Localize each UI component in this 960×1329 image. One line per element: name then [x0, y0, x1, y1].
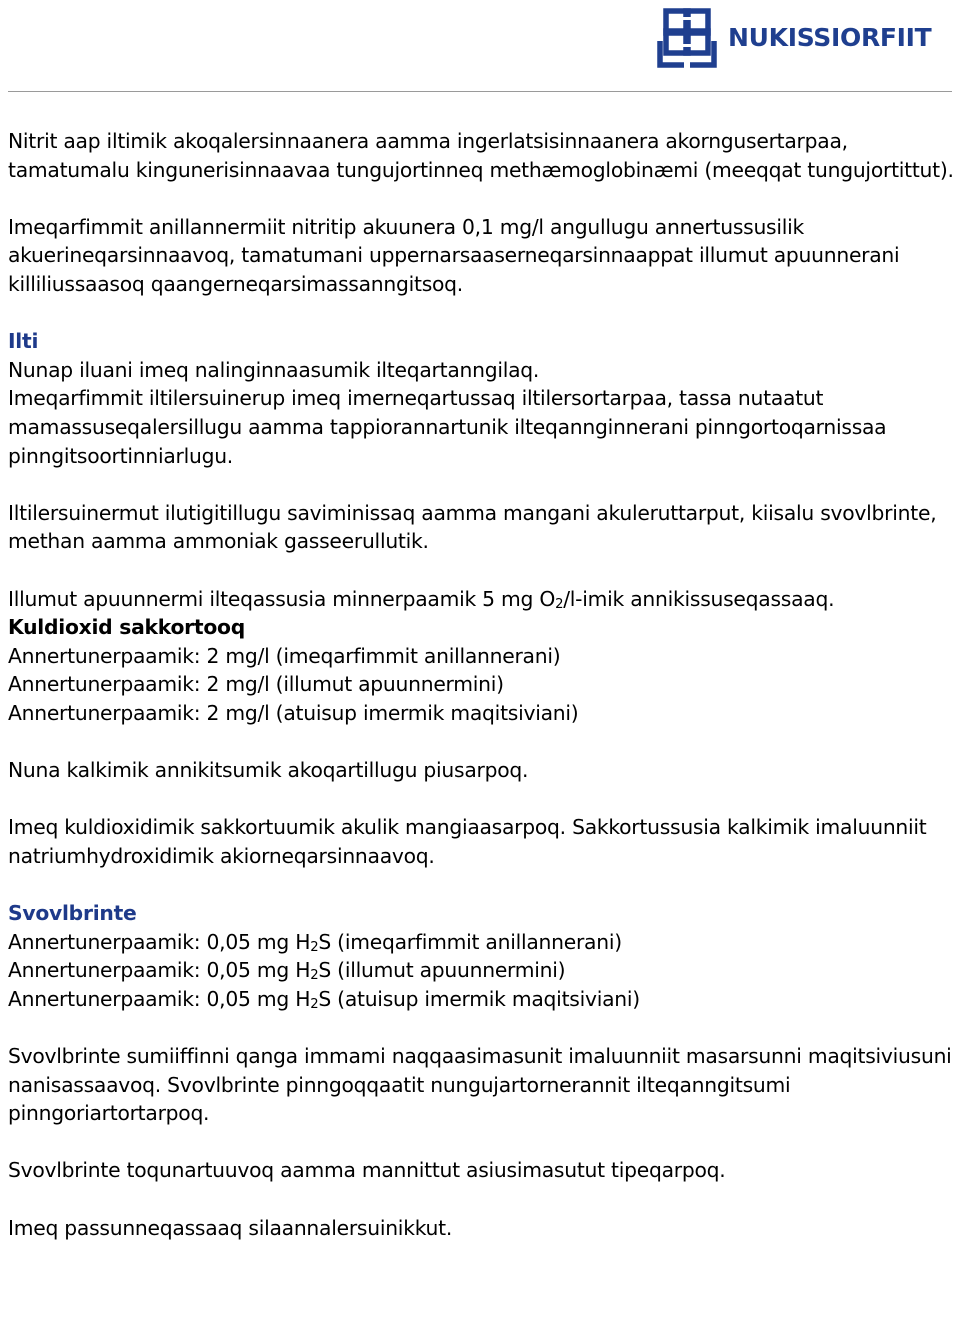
text: S (illumut apuunnermini) [318, 958, 566, 983]
section-heading-kuldioxid: Kuldioxid sakkortooq [8, 615, 245, 640]
logo-mark-icon [656, 7, 718, 69]
subscript: 2 [310, 968, 319, 984]
section-heading-ilti: Ilti [8, 329, 39, 354]
paragraph: Imeqarfimmit iltilersuinerup imeq imerneqartussaq iltilersortarpaa, tassa nutaatut mamassuseqalersillugu aamma tappiorannartunik ilteqannginnerani pinngortoqarnissaa pinngitsoortinniarlugu. [8, 386, 887, 468]
limit-line: Annertunerpaamik: 2 mg/l (illumut apuunnermini) [8, 672, 504, 697]
paragraph: Nuna kalkimik annikitsumik akoqartillugu piusarpoq. [8, 758, 529, 783]
document-body [8, 127, 956, 1242]
limit-line [8, 928, 956, 957]
logo-text: NUKISSIORFIIT [728, 23, 932, 52]
text: Annertunerpaamik: 0,05 mg H [8, 986, 311, 1011]
text: Annertunerpaamik: 0,05 mg H [8, 958, 311, 983]
subscript: 2 [310, 996, 319, 1012]
paragraph: Svovlbrinte sumiiffinni qanga immami naqqaasimasunit imaluunniit masarsunni maqitsiviusuni nanisassaavoq. Svovlbrinte pinngoqqaatit nungujartornerannit ilteqanngitsumi pinngoriartortarpoq. [8, 1044, 952, 1126]
paragraph: Nitrit aap iltimik akoqalersinnaanera aamma ingerlatsisinnaanera akorngusertarpaa, tamatumalu kingunerisinnaavaa tungujortinneq methæmoglobinæmi (meeqqat tungujortittut). [8, 129, 954, 182]
text: Illumut apuunnermi ilteqassusia minnerpaamik 5 mg O [8, 586, 556, 611]
text: /l-imik annikissuseqassaaq. [563, 586, 835, 611]
limit-line [8, 985, 956, 1014]
text: S (atuisup imermik maqitsiviani) [318, 986, 640, 1011]
paragraph: Iltilersuinermut ilutigitillugu saviminissaq aamma mangani akuleruttarput, kiisalu svovlbrinte, methan aamma ammoniak gasseerullutik. [8, 500, 937, 554]
limit-line: Annertunerpaamik: 2 mg/l (atuisup imermik maqitsiviani) [8, 700, 579, 725]
logo [656, 7, 946, 69]
subscript: 2 [555, 596, 564, 612]
paragraph: Imeq kuldioxidimik sakkortuumik akulik mangiaasarpoq. Sakkortussusia kalkimik imaluunniit natriumhydroxidimik akiorneqarsinnaavoq. [8, 815, 927, 868]
paragraph: Imeq passunneqassaaq silaannalersuinikkut. [8, 1215, 453, 1240]
paragraph [8, 585, 956, 614]
limit-line: Annertunerpaamik: 2 mg/l (imeqarfimmit anillannerani) [8, 643, 561, 668]
paragraph: Svovlbrinte toqunartuuvoq aamma mannittut asiusimasutut tipeqarpoq. [8, 1158, 726, 1183]
subscript: 2 [310, 939, 319, 955]
header-divider [8, 91, 952, 92]
section-heading-svovlbrinte: Svovlbrinte [8, 901, 137, 926]
paragraph: Nunap iluani imeq nalinginnaasumik ilteqartanngilaq. [8, 357, 540, 382]
page-header [0, 0, 960, 94]
limit-line [8, 956, 956, 985]
text: Annertunerpaamik: 0,05 mg H [8, 929, 311, 954]
text: S (imeqarfimmit anillannerani) [318, 929, 622, 954]
paragraph: Imeqarfimmit anillannermiit nitritip akuunera 0,1 mg/l angullugu annertussusilik akuerineqarsinnaavoq, tamatumani uppernarsaaserneqarsinnaappat illumut apuunnerani killiliussaasoq qaangerneqarsimassanngitsoq. [8, 214, 900, 296]
